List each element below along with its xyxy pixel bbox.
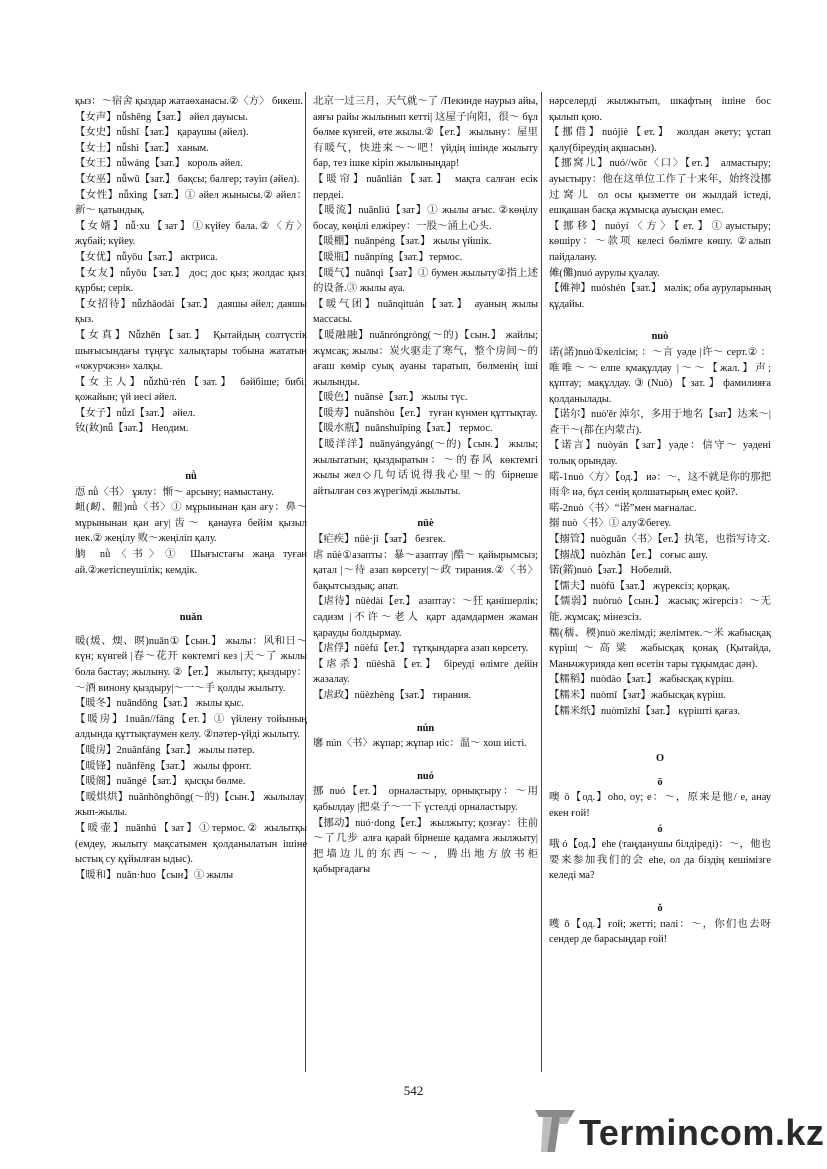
dictionary-entry: 【女友】nǚyǒu【зат.】 дос; дос қыз; жолдас қыз; құрбы; серік. xyxy=(75,267,307,295)
dictionary-entry: 喏-1nuò〈方〉【од.】 иә：～，这不就是你的那把雨伞 иә, бұл сенің қолшатырың емес қой?. xyxy=(549,471,771,499)
dictionary-entry: 【女婿】nǚ·xu【зат】①күйеу бала.②〈方〉 жұбай; күйеу. xyxy=(75,220,307,248)
dictionary-entry: 【搦管】nuòguǎn〈书〉【ет.】执笔，也指写诗文. xyxy=(549,534,770,546)
dictionary-entry: 【挪借】nuójiè【ет.】 жолдан әкету; ұстап қалу(біреудің ақшасын). xyxy=(549,127,771,154)
dictionary-entry: 诺(諾)nuò①келісім; ：～言 уәде |许～ серт.② ：唯唯～～елпе қмақұлдау |～～【жал.】声; құптау; мақұлдау.③(Nuò)【зат.】фамилияға қолданылады. xyxy=(549,346,771,405)
dictionary-entry: 【搦战】nuòzhàn【ет.】 соғыс ашу. xyxy=(549,549,708,561)
dictionary-entry: 【虐俘】nüèfú【ет.】 тұтқындарға азап көрсету. xyxy=(313,643,529,655)
section-heading: ō xyxy=(657,776,663,788)
dictionary-entry: 搦 nuò〈书〉① алу②бегеу. xyxy=(549,518,672,530)
dictionary-entry: 【女优】nǚyōu【зат.】 актриса. xyxy=(75,251,218,263)
dictionary-entry: 衄(衂、䶊)nǜ〈书〉① мұрынынан қан ағу：鼻～ мұрынынан қан ағу|齿～ қанауға бейім қызыл иек.② жеңілу 败～жеңіліп қалу. xyxy=(75,502,307,545)
dictionary-entry: 噢 ō【од.】oho, oy; e：～，原来是他/ e, анау екен ғой! xyxy=(549,792,771,819)
column-divider-2 xyxy=(541,92,542,1072)
dictionary-entry: 【傩神】nuóshén【зат.】 мәлік; оба ауруларының құдайы. xyxy=(549,283,771,310)
dictionary-entry: 北京一过三月，天气就～了 /Пекинде наурыз айы, аяғы райы жылынып кетті| 这屋子向阳，很～ бұл бөлме күнгей, өте жылы.②【ет.】 жылыну：屋里有暖气，快进来～～吧！үйдің ішінде жылыту бар, тез ішке кіріп жылыныңдар! xyxy=(313,96,538,170)
spacer xyxy=(75,437,307,469)
section-heading: O xyxy=(655,753,665,765)
logo-wordmark: Termincom.kz xyxy=(579,1112,825,1153)
dictionary-entry: 【挪动】nuó·dong【ет.】 жылжыту; қозғау：往前～了几步 алға қарай бірнеше қадамға жылжыту|把墙边儿的东西～～，腾出地方放书柜 қабырғадағы xyxy=(313,817,538,876)
section-heading: nuó xyxy=(417,770,434,782)
dictionary-entry: 【暖冬】nuǎndōng【зат.】 жылы қыс. xyxy=(75,698,244,710)
dictionary-entry: 嚄 ǒ【од.】ғой; жетті; пәлі：～，你们也去呀 сендер де барасыңдар ғой! xyxy=(549,918,771,946)
dictionary-entry: 【暖锋】nuǎnfēng【зат.】 жылы фронт. xyxy=(75,760,252,772)
logo-t-mark-icon xyxy=(533,1104,577,1156)
dictionary-entry: 黁 nún〈书〉жұпар; жұпар иіс：温～ хош иісті. xyxy=(313,738,527,750)
dictionary-entry: 哦 ó【од.】ehe (таңданушы білдіреді)：～，他也要来参加我们的会 ehe, ол да біздің кешімізге келеді ма? xyxy=(549,839,771,882)
dictionary-entry: 【挪移】nuóyí〈方〉【ет.】①ауыстыру; көшіру：～款项 келесі бөлімге көшу. ②алып пайдалану. xyxy=(549,220,771,263)
spacer xyxy=(549,312,771,329)
dictionary-entry: 【暖壶】nuǎnhú【зат】①термос.② жылытқы (емдеу, жылыту мақсатымен қолданылатын ішіне ыстық су құйылған ыдыс). xyxy=(75,822,307,866)
section-heading: ǒ xyxy=(657,902,663,914)
dictionary-entry: 挪 nuó【ет.】 орналастыру, орнықтыру：～用 қабылдау |把桌子～一下 үстелді орналастыру. xyxy=(313,786,538,813)
dictionary-entry: 恧 nǜ〈书〉 ұялу：惭～ арсыну; намыстану. xyxy=(75,486,274,498)
dictionary-entry: 【暖帘】nuǎnlián【зат.】 мақта салған есік пердеі. xyxy=(313,173,538,201)
section-heading: ó xyxy=(657,823,663,835)
spacer xyxy=(75,578,307,610)
dictionary-entry: 虐 nüè①азапты：暴～азаптау |酷～ қайырымсыз; қатал |～待 азап көрсету|～政 тирания.②〈书〉 бақытсыздық; апат. xyxy=(313,549,538,592)
dictionary-column-2 xyxy=(313,94,538,878)
dictionary-entry: 【挪窝儿】nuó//wōr〈口〉【ет.】 алмастыру; ауыстыру：他在这单位工作了十来年，始终没挪过窝儿 ол осы қызметте он жылдай істеді, ешқашан басқа жұмысқа ауысқан емес. xyxy=(549,158,771,217)
dictionary-entry: 【糯稻】nuòdào【зат.】 жабысқақ күріш. xyxy=(549,674,735,686)
dictionary-entry: 【暖气】nuǎnqì【зат】① бумен жылыту②指上述的设备.③ жылы ауа. xyxy=(313,267,538,295)
dictionary-entry: 【暖阁】nuǎngé【зат.】 қысқы бөлме. xyxy=(75,776,246,788)
dictionary-entry: 【女主人】nǚzhǔ·rén【зат.】 бәйбіше; бибі; қожайын; үй иесі әйел. xyxy=(75,376,307,404)
dictionary-entry: 【暖寿】nuǎnshòu【ет.】 туған күнмен құттықтау. xyxy=(313,407,538,419)
dictionary-entry: 【暖房】2nuǎnfáng【зат.】 жылы пәтер. xyxy=(75,744,255,756)
dictionary-entry: 【女巫】nǚwū【зат.】 бақсы; балгер; тәуіп (әйел). xyxy=(75,173,300,185)
dictionary-entry: 【女声】nǚshēng【зат.】 әйел дауысы. xyxy=(75,111,248,123)
dictionary-entry: 【懦夫】nuòfū【зат.】 жүрексіз; қорқақ. xyxy=(549,580,730,592)
dictionary-entry: 【女王】nǚwáng【зат.】 король әйел. xyxy=(75,158,243,170)
section-heading: nún xyxy=(416,722,435,734)
dictionary-entry: 【诺言】nuòyán【зат】уәде：信守～ уәдені толық орындау. xyxy=(549,440,771,468)
dictionary-entry: 暖(煖、煗、暝)nuǎn①【сын.】 жылы：风和日～күн; күнгей |春～花开 көктемгі кез |天～了 жылы бола бастау; жылыну. ②【ет.】 жылыту; қыздыру：～酒 винону қыздыру|～一～手 қолды жылыту. xyxy=(75,635,307,694)
dictionary-entry: қыз：～宿舍 қыздар жатаөханасы.②〈方〉 бикеш. xyxy=(75,96,303,107)
dictionary-entry: 【糯米】nuòmǐ【зат】жабысқақ күріш. xyxy=(549,689,726,701)
dictionary-entry: 【暖房】1nuǎn//fáng【ет.】① үйлену тойының алдында құттықтаумен келу. ②пәтер-үйді жылыту. xyxy=(75,713,307,741)
dictionary-entry: 【女真】Nǚzhēn【зат.】 Қытайдың солтүстік шығысындағы тұңғұс халықтары тобына жататын «чжурчжэн» халқы. xyxy=(75,329,307,373)
dictionary-entry: 【虐杀】nüèshā【ет.】 біреуді өлімге дейін жазалау. xyxy=(313,658,538,686)
dictionary-entry: 【懦弱】nuòruò【сын.】 жасық; жігерсіз：～无能. жұмсақ; мінезсіз. xyxy=(549,596,771,623)
dictionary-entry: 【女招待】nǚzhāodài【зат.】 даяшы әйел; даяшы қыз. xyxy=(75,298,307,326)
dictionary-entry: 【暖流】nuǎnliú【зат】① жылы ағыс. ②көңілу босау, көңілі елжіреу：一股～涌上心头. xyxy=(313,205,538,232)
spacer xyxy=(549,719,771,751)
dictionary-entry: 【女性】nǚxìng【зат.】① әйел жынысы.② әйел：新～ қатындық. xyxy=(75,189,307,217)
section-heading: nǜ xyxy=(185,471,197,483)
dictionary-entry: 【糯米纸】nuòmǐzhǐ【зат.】 күрішті қағаз. xyxy=(549,705,740,717)
dictionary-entry: нәрселерді жылжытып, шкафтың ішіне бос қылып қою. xyxy=(549,96,771,123)
dictionary-entry: 【虐待】nüèdài【ет.】 азаптау：～狂 қаніш​ерлік; садизм |不许～老人 қарт адамдармен жаман қарауды болдырмау. xyxy=(313,596,538,639)
spacer xyxy=(313,499,538,516)
dictionary-entry: 喏-2nuò〈书〉“诺”мен мағналас. xyxy=(549,502,697,514)
spacer xyxy=(549,884,771,901)
dictionary-entry: 【女子】nǚzǐ【зат.】 әйел. xyxy=(75,407,196,419)
dictionary-entry: 糯(穤、稬)nuò желімді; желімтек.～米 жабысқақ күріш|～高粱 жабысқақ қонақ (Қытайда, Маньчжурияда көп өсетін тары тұқымдас дән). xyxy=(549,627,771,670)
spacer xyxy=(549,767,771,775)
dictionary-entry: 【疟疾】nüè·ji【зат】 безгек. xyxy=(313,534,446,546)
dictionary-entry: 【暖色】nuǎnsè【зат.】 жылы түс. xyxy=(313,392,468,404)
dictionary-entry: 【暖洋洋】nuǎnyángyáng(～的)【сын.】 жылы; жылытатын; қыздыратын：～的春风 көктемгі жылы жел◇几句话说得我心里～的 бірнеше айтылған сөз жүрегімді жылыты. xyxy=(313,439,538,497)
termincom-logo xyxy=(533,1104,825,1156)
spacer xyxy=(313,752,538,769)
dictionary-column-1 xyxy=(75,94,307,883)
dictionary-entry: 【暖棚】nuǎnpéng【зат.】 жылы үйшік. xyxy=(313,236,492,248)
dictionary-entry: 【女史】nǚshǐ【зат.】 қараушы (әйел). xyxy=(75,127,249,139)
section-heading: nuò xyxy=(651,331,669,343)
section-heading: nuǎn xyxy=(179,612,203,624)
dictionary-entry: 傩(儺)nuó аурулы қуалау. xyxy=(549,267,660,279)
spacer xyxy=(75,626,307,634)
dictionary-entry: 锘(鍩)nuò【зат.】 Нобелий. xyxy=(549,565,672,577)
dictionary-entry: 【女士】nǚshì【зат.】 ханым. xyxy=(75,142,209,154)
spacer xyxy=(313,704,538,721)
dictionary-entry: 【诺尔】nuò'ěr 淖尔，多用于地名【зат】达来～|查干～(都在内蒙古). xyxy=(549,409,771,436)
dictionary-entry: 钕(釹)nǚ【зат.】 Неодим. xyxy=(75,423,189,435)
dictionary-entry: 【暖和】nuǎn·huo【сын】① жылы xyxy=(75,869,234,881)
dictionary-entry: 【暖瓶】nuǎnpíng【зат.】термос. xyxy=(313,251,463,263)
dictionary-entry: 【暖水瓶】nuǎnshuǐpíng【зат.】 термос. xyxy=(313,423,493,435)
dictionary-entry: 【虐政】nüèzhèng【зат.】 тирания. xyxy=(313,689,471,701)
page-number: 542 xyxy=(403,1083,424,1098)
dictionary-entry: 【暖融融】nuǎnróngróng(～的)【сын.】 жайлы; жұмсақ; жылы：炭火驱走了寒气，整个房间～的 ағаш көмір суық ауаны таратып, бөлменің іші жылынды. xyxy=(313,329,538,388)
dictionary-entry: 朒 nǜ〈书〉① Шығыстағы жаңа туған ай.②жетіспеушілік; кемдік. xyxy=(75,549,307,576)
dictionary-entry: 【暖气团】nuǎnqìtuán【зат.】 ауаның жылы массасы. xyxy=(313,298,538,326)
dictionary-entry: 【暖烘烘】nuǎnhōnghōng(～的)【сын.】 жылылау; жып-жылы. xyxy=(75,791,307,819)
section-heading: nüè xyxy=(417,518,434,530)
dictionary-column-3 xyxy=(549,94,771,948)
